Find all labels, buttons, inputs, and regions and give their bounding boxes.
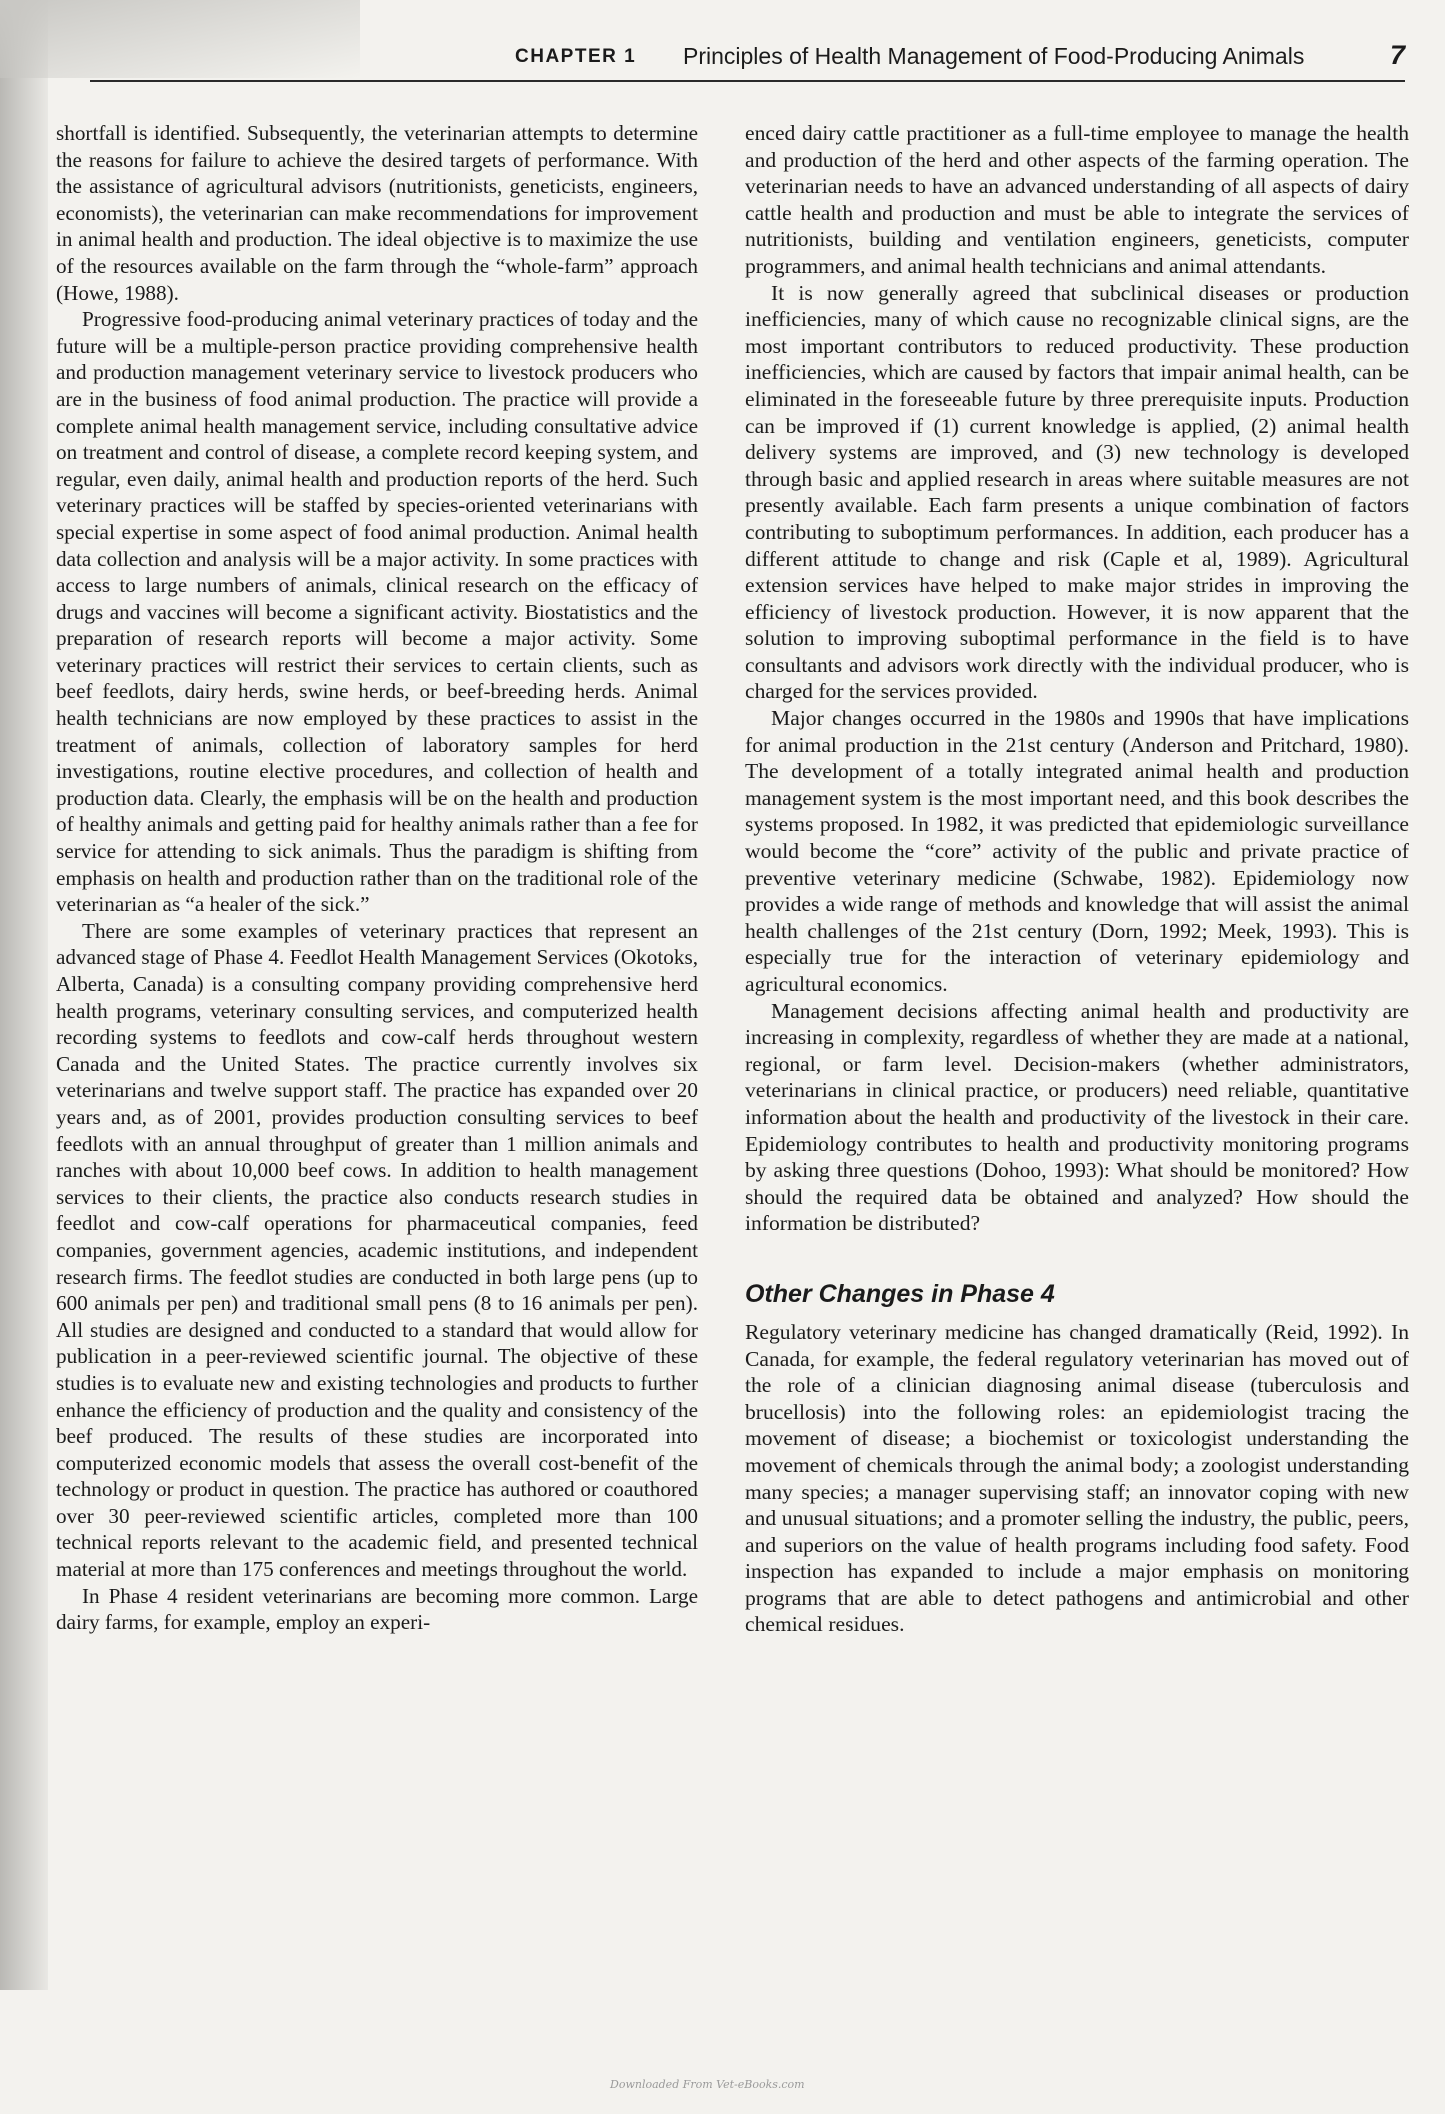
- chapter-title: Principles of Health Management of Food-Producing Animals: [683, 43, 1305, 69]
- paragraph: There are some examples of veterinary practices that represent an advanced stage of Phase 4. Feedlot Health Management Services (Okotoks, Alberta, Canada) is a consulting company providing comprehensive herd health programs, veterinary consulting services, and computerized health recording systems to feedlots and cow-calf herds throughout western Canada and the United States. The practice currently involves six veterinarians and twelve support staff. The practice has expanded over 20 years and, as of 2001, provides production consulting services to beef feedlots with an annual throughput of greater than 1 million animals and ranches with about 10,000 beef cows. In addition to health management services to their clients, the practice also conducts research studies in feedlot and cow-calf operations for pharmaceutical companies, feed companies, government agencies, academic institutions, and independent research firms. The feedlot studies are conducted in both large pens (up to 600 animals per pen) and traditional small pens (8 to 16 animals per pen). All studies are designed and conducted to a standard that would allow for publication in a peer-reviewed scientific journal. The objective of these studies is to evaluate new and existing technologies and products to further enhance the efficiency of production and the quality and consistency of the beef produced. The results of these studies are incorporated into computerized economic models that assess the overall cost-benefit of the technology or product in question. The practice has authored or coauthored over 30 peer-reviewed scientific articles, completed more than 100 technical reports relevant to the academic field, and presented technical material at more than 175 conferences and meetings throughout the world.: [56, 918, 698, 1582]
- running-header: [90, 38, 1405, 82]
- paragraph: enced dairy cattle practitioner as a full-time employee to manage the health and production of the herd and other aspects of the farming operation. The veterinarian needs to have an advanced understanding of all aspects of dairy cattle health and production and must be able to integrate the services of nutritionists, building and ventilation engineers, geneticists, computer programmers, and animal health technicians and animal attendants.: [745, 121, 1409, 278]
- left-column: [56, 120, 698, 1636]
- paragraph: Progressive food-producing animal veterinary practices of today and the future will be a multiple-person practice providing comprehensive health and production management veterinary service to livestock producers who are in the business of food animal production. The practice will provide a complete animal health management service, including consultative advice on treatment and control of disease, a complete record keeping system, and regular, even daily, animal health and production reports of the herd. Such veterinary practices will be staffed by species-oriented veterinarians with special expertise in some aspect of food animal production. Animal health data collection and analysis will be a major activity. In some practices with access to large numbers of animals, clinical research on the efficacy of drugs and vaccines will become a significant activity. Biostatistics and the preparation of research reports will become a major activity. Some veterinary practices will restrict their services to certain clients, such as beef feedlots, dairy herds, swine herds, or beef-breeding herds. Animal health technicians are now employed by these practices to assist in the treatment of animals, collection of laboratory samples for herd investigations, routine elective procedures, and collection of health and production data. Clearly, the emphasis will be on the health and production of healthy animals and getting paid for healthy animals rather than a fee for service for attending to sick animals. Thus the paradigm is shifting from emphasis on health and production rather than on the traditional role of the veterinarian as “a healer of the sick.”: [56, 307, 698, 917]
- page-number: 7: [1389, 40, 1405, 70]
- download-watermark: Downloaded From Vet-eBooks.com: [610, 2078, 805, 2091]
- section-heading: Other Changes in Phase 4: [745, 1279, 1055, 1308]
- page-edge-shadow: [0, 0, 48, 1990]
- chapter-label: CHAPTER 1: [515, 46, 637, 67]
- paragraph: Regulatory veterinary medicine has changed dramatically (Reid, 1992). In Canada, for example, the federal regulatory veterinarian has moved out of the role of a clinician diagnosing animal disease (tuberculosis and brucellosis) into the following roles: an epidemiologist tracing the movement of disease; a biochemist or toxicologist understanding the movement of chemicals through the animal body; a zoologist understanding many species; a manager supervising staff; an innovator coping with new and unusual situations; and a promoter selling the industry, the public, peers, and superiors on the value of health programs including food safety. Food inspection has expanded to include a major emphasis on monitoring programs that are able to detect pathogens and antimicrobial and other chemical residues.: [745, 1319, 1409, 1637]
- paragraph: In Phase 4 resident veterinarians are becoming more common. Large dairy farms, for example, employ an experi-: [56, 1583, 698, 1635]
- right-column: [745, 120, 1409, 1638]
- paragraph: shortfall is identified. Subsequently, the veterinarian attempts to determine the reasons for failure to achieve the desired targets of performance. With the assistance of agricultural advisors (nutritionists, geneticists, engineers, economists), the veterinarian can make recommendations for improvement in animal health and production. The ideal objective is to maximize the use of the resources available on the farm through the “whole-farm” approach (Howe, 1988).: [56, 121, 698, 305]
- paragraph: Management decisions affecting animal health and productivity are increasing in complexity, regardless of whether they are made at a national, regional, or farm level. Decision-makers (whether administrators, veterinarians in clinical practice, or producers) need reliable, quantitative information about the health and productivity of the livestock in their care. Epidemiology contributes to health and productivity monitoring programs by asking three questions (Dohoo, 1993): What should be monitored? How should the required data be obtained and analyzed? How should the information be distributed?: [745, 998, 1409, 1236]
- paragraph: Major changes occurred in the 1980s and 1990s that have implications for animal production in the 21st century (Anderson and Pritchard, 1980). The development of a totally integrated animal health and production management system is the most important need, and this book describes the systems proposed. In 1982, it was predicted that epidemiologic surveillance would become the “core” activity of the public and private practice of preventive veterinary medicine (Schwabe, 1982). Epidemiology now provides a wide range of methods and knowledge that will assist the animal health challenges of the 21st century (Dorn, 1992; Meek, 1993). This is especially true for the interaction of veterinary epidemiology and agricultural economics.: [745, 706, 1409, 996]
- paragraph: It is now generally agreed that subclinical diseases or production inefficiencies, many of which cause no recognizable clinical signs, are the most important contributors to reduced productivity. These production inefficiencies, which are caused by factors that impair animal health, can be eliminated in the foreseeable future by three prerequisite inputs. Production can be improved if (1) current knowledge is applied, (2) animal health delivery systems are improved, and (3) new technology is developed through basic and applied research in areas where suitable measures are not presently available. Each farm presents a unique combination of factors contributing to suboptimum performances. In addition, each producer has a different attitude to change and risk (Caple et al, 1989). Agricultural extension services have helped to make major strides in improving the efficiency of livestock production. However, it is now apparent that the solution to improving suboptimal performance in the field is to have consultants and advisors work directly with the individual producer, who is charged for the services provided.: [745, 280, 1409, 704]
